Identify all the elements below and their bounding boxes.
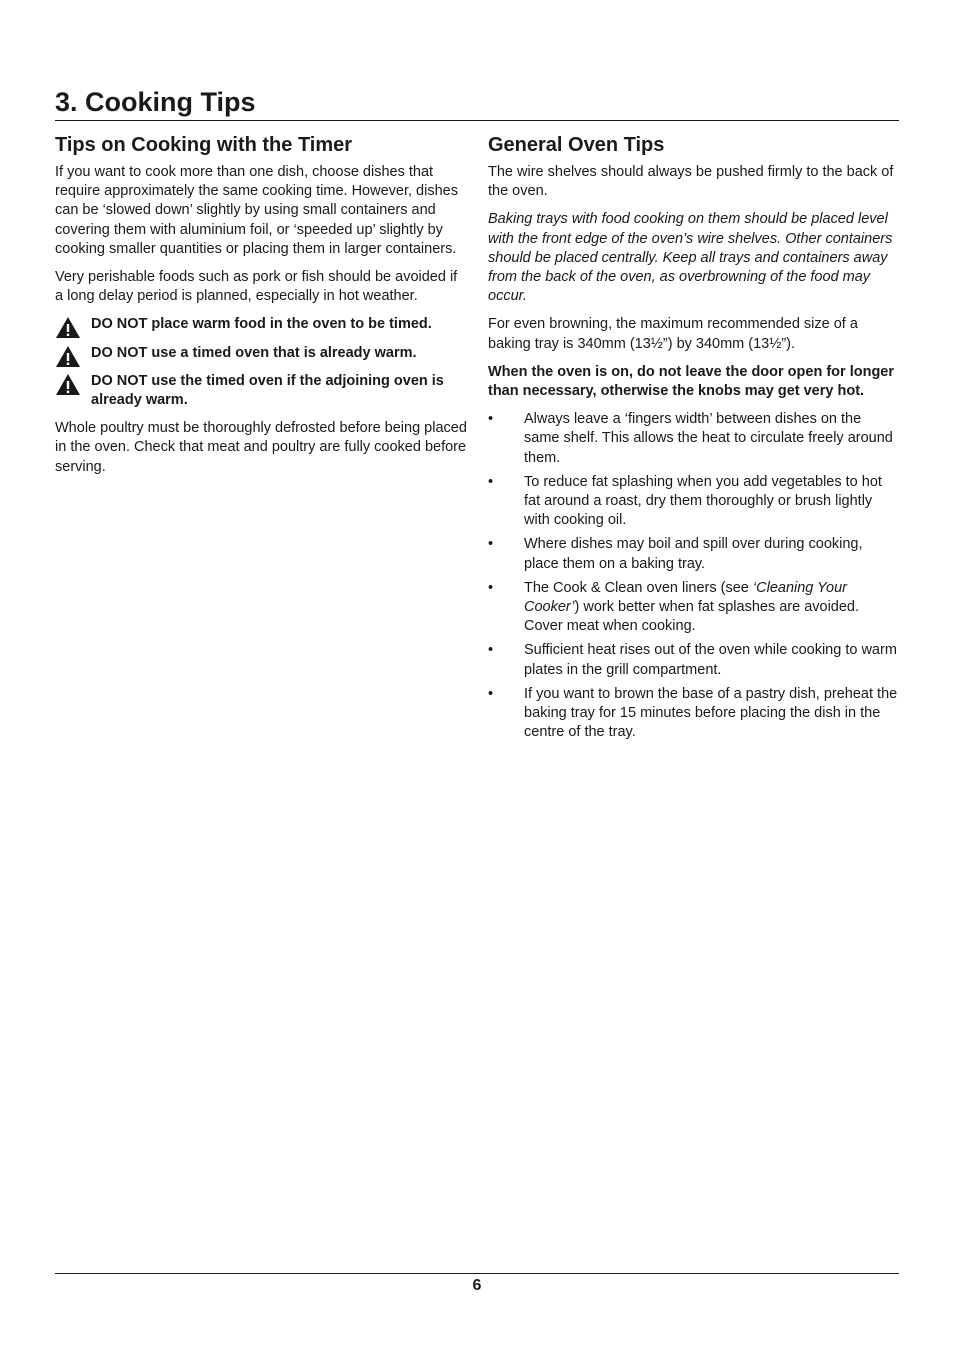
warning-triangle-icon <box>55 373 81 396</box>
list-item <box>488 535 900 573</box>
list-item-text: Where dishes may boil and spill over during cooking, place them on a baking tray. <box>524 536 863 572</box>
warning-triangle-icon <box>55 345 81 368</box>
warning-item <box>55 372 467 410</box>
warning-list <box>55 315 467 410</box>
warning-text: DO NOT place warm food in the oven to be timed. <box>91 316 432 333</box>
section-heading-timer: Tips on Cooking with the Timer <box>55 134 353 156</box>
page-number: 6 <box>472 1277 482 1294</box>
footer-divider <box>55 1273 899 1274</box>
liners-text-reference: ‘Cleaning Your Cooker’ <box>524 579 847 616</box>
paragraph-wire-shelves: The wire shelves should always be pushed firmly to the back of the oven. <box>488 164 894 200</box>
list-item-text: Always leave a ‘fingers width’ between dishes on the same shelf. This allows the heat to circulate freely around them. <box>524 411 893 466</box>
warning-text: DO NOT use the timed oven if the adjoining oven is already warm. <box>91 372 444 409</box>
paragraph-timer-intro: If you want to cook more than one dish, choose dishes that require approximately the same cooking time. However, dishes can be ‘slowed down’ slightly by using small containers and covering them with aluminium foil, or ‘speeded up’ slightly by cooking smaller quantities or placing them in larger containers. <box>55 164 458 257</box>
bullet-icon: • <box>488 579 494 596</box>
warning-triangle-icon <box>55 316 81 339</box>
list-item <box>488 641 900 679</box>
liners-text-after: ) work better when fat splashes are avoided. Cover meat when cooking. <box>524 599 860 635</box>
left-column <box>55 132 467 486</box>
section-heading-general: General Oven Tips <box>488 134 665 156</box>
list-item <box>488 473 900 531</box>
list-item <box>488 579 900 637</box>
right-column <box>488 132 900 747</box>
bullet-icon: • <box>488 642 494 659</box>
tips-bullet-list <box>488 410 900 742</box>
bullet-icon: • <box>488 536 494 553</box>
list-item <box>488 685 900 743</box>
bullet-icon: • <box>488 473 494 490</box>
list-item <box>488 410 900 468</box>
list-item-text: If you want to brown the base of a pastry dish, preheat the baking tray for 15 minutes before placing the dish in the centre of the tray. <box>524 685 898 741</box>
list-item-text: Sufficient heat rises out of the oven while cooking to warm plates in the grill compartment. <box>524 642 897 678</box>
bullet-icon: • <box>488 685 494 702</box>
warning-item <box>55 344 467 363</box>
paragraph-baking-trays: Baking trays with food cooking on them should be placed level with the front edge of the oven’s wire shelves. Other containers should be placed centrally. Keep all trays and containers away from the back of the oven, as overbrowning of the food may occur. <box>488 211 893 305</box>
paragraph-tray-size: For even browning, the maximum recommended size of a baking tray is 340mm (13½”) by 340mm (13½”). <box>488 316 858 352</box>
bullet-icon: • <box>488 411 494 428</box>
page-title: 3. Cooking Tips <box>55 84 899 121</box>
warning-item <box>55 315 467 334</box>
paragraph-door-warning: When the oven is on, do not leave the door open for longer than necessary, otherwise the knobs may get very hot. <box>488 363 895 400</box>
liners-text-before: The Cook & Clean oven liners (see <box>524 579 753 596</box>
paragraph-poultry: Whole poultry must be thoroughly defrosted before being placed in the oven. Check that meat and poultry are fully cooked before serving. <box>55 420 467 475</box>
list-item-text: To reduce fat splashing when you add vegetables to hot fat around a roast, dry them thoroughly or brush lightly with cooking oil. <box>524 473 882 529</box>
paragraph-perishable-foods: Very perishable foods such as pork or fish should be avoided if a long delay period is planned, especially in hot weather. <box>55 269 458 305</box>
list-item-text-liners <box>524 580 859 634</box>
warning-text: DO NOT use a timed oven that is already warm. <box>91 344 417 361</box>
